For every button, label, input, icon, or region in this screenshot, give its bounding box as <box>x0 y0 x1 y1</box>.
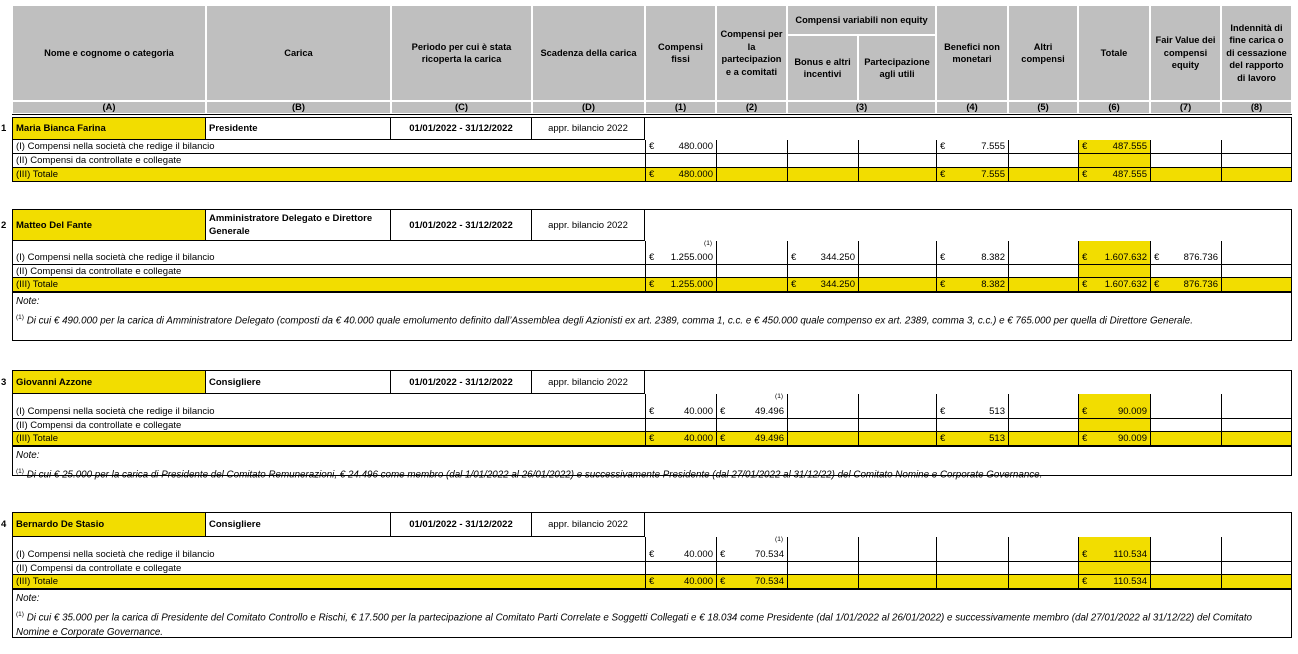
cell-partecipazione <box>858 265 936 278</box>
column-code: (2) <box>716 101 787 114</box>
cell-indennita <box>1221 278 1292 292</box>
currency-symbol: € <box>791 279 797 290</box>
cell-fissi <box>645 265 716 278</box>
cell-fair <box>1150 537 1221 562</box>
currency-symbol: € <box>940 141 946 152</box>
cell-fair <box>1150 432 1221 446</box>
currency-symbol: € <box>720 576 726 587</box>
cell-indennita <box>1221 562 1292 575</box>
note-text <box>16 607 1288 640</box>
cell-bonus <box>787 394 858 419</box>
amount-value: 40.000 <box>683 406 713 417</box>
name-row-blank <box>645 117 1292 140</box>
currency-symbol: € <box>720 406 726 417</box>
currency-symbol: € <box>649 549 655 560</box>
currency-symbol: € <box>649 169 655 180</box>
person-period: 01/01/2022 - 31/12/2022 <box>391 512 532 537</box>
cell-fissi <box>645 419 716 432</box>
person-period: 01/01/2022 - 31/12/2022 <box>391 370 532 394</box>
cell-fair <box>1150 265 1221 278</box>
amount-value: 513 <box>989 433 1005 444</box>
header-col-7: Fair Value dei compensi equity <box>1150 5 1221 101</box>
cell-altri <box>1008 168 1078 182</box>
cell-partecipazione <box>858 168 936 182</box>
cell-bonus <box>787 168 858 182</box>
cell-fair <box>1150 419 1221 432</box>
cell-totale <box>1078 537 1150 562</box>
column-code: (6) <box>1078 101 1150 114</box>
amount-value: 487.555 <box>1112 141 1147 152</box>
cell-partecipazione <box>858 140 936 154</box>
cell-comitati <box>716 562 787 575</box>
cell-fissi <box>645 278 716 292</box>
cell-comitati <box>716 575 787 589</box>
cell-totale <box>1078 168 1150 182</box>
cell-indennita <box>1221 154 1292 168</box>
amount-value: 110.534 <box>1113 549 1147 560</box>
amount-value: 49.496 <box>754 406 784 417</box>
amount-value: 90.009 <box>1117 433 1147 444</box>
amount-value: 40.000 <box>683 576 713 587</box>
amount-value: 90.009 <box>1117 406 1147 417</box>
person-role: Presidente <box>206 117 391 140</box>
cell-bonus <box>787 154 858 168</box>
currency-symbol: € <box>1154 252 1160 263</box>
cell-benefici <box>936 265 1008 278</box>
cell-benefici <box>936 140 1008 154</box>
name-row-blank <box>645 370 1292 394</box>
cell-fair <box>1150 241 1221 265</box>
amount-value: 1.607.632 <box>1104 252 1147 263</box>
cell-benefici <box>936 394 1008 419</box>
amount-value: 513 <box>989 406 1005 417</box>
amount-value: 480.000 <box>678 141 713 152</box>
cell-partecipazione <box>858 562 936 575</box>
cell-fair <box>1150 140 1221 154</box>
currency-symbol: € <box>1082 549 1088 560</box>
cell-benefici <box>936 562 1008 575</box>
cell-bonus <box>787 265 858 278</box>
cell-comitati <box>716 537 787 562</box>
person-index: 2 <box>1 219 7 231</box>
amount-value: 344.250 <box>820 252 855 263</box>
row-label-r3: (III) Totale <box>12 575 645 589</box>
cell-fair <box>1150 562 1221 575</box>
cell-fissi <box>645 241 716 265</box>
footnote-marker: (1) <box>16 611 24 618</box>
cell-altri <box>1008 241 1078 265</box>
row-label-r2: (II) Compensi da controllate e collegate <box>12 265 645 278</box>
person-expiry: appr. bilancio 2022 <box>532 370 645 394</box>
currency-symbol: € <box>940 433 946 444</box>
cell-partecipazione <box>858 241 936 265</box>
row-label-r3: (III) Totale <box>12 278 645 292</box>
column-code: (C) <box>391 101 532 114</box>
column-code: (7) <box>1150 101 1221 114</box>
cell-partecipazione <box>858 394 936 419</box>
person-expiry: appr. bilancio 2022 <box>532 117 645 140</box>
person-period: 01/01/2022 - 31/12/2022 <box>391 209 532 241</box>
currency-symbol: € <box>720 433 726 444</box>
footnote-marker: (1) <box>775 393 783 400</box>
cell-indennita <box>1221 419 1292 432</box>
person-name: Matteo Del Fante <box>12 209 206 241</box>
amount-value: 49.496 <box>754 433 784 444</box>
cell-partecipazione <box>858 432 936 446</box>
cell-totale <box>1078 265 1150 278</box>
row-label-r2: (II) Compensi da controllate e collegate <box>12 562 645 575</box>
currency-symbol: € <box>1154 279 1160 290</box>
cell-bonus <box>787 575 858 589</box>
cell-benefici <box>936 419 1008 432</box>
person-role: Amministratore Delegato e Direttore Generale <box>206 209 391 241</box>
cell-indennita <box>1221 432 1292 446</box>
cell-altri <box>1008 537 1078 562</box>
currency-symbol: € <box>649 279 655 290</box>
cell-indennita <box>1221 140 1292 154</box>
column-code: (4) <box>936 101 1008 114</box>
header-col-6: Totale <box>1078 5 1150 101</box>
cell-comitati <box>716 168 787 182</box>
cell-altri <box>1008 140 1078 154</box>
row-label-r3: (III) Totale <box>12 168 645 182</box>
cell-partecipazione <box>858 278 936 292</box>
currency-symbol: € <box>1082 141 1088 152</box>
amount-value: 344.250 <box>820 279 855 290</box>
cell-altri <box>1008 419 1078 432</box>
currency-symbol: € <box>720 549 726 560</box>
cell-comitati <box>716 154 787 168</box>
cell-fissi <box>645 168 716 182</box>
note-body: Di cui € 35.000 per la carica di Presidente del Comitato Controllo e Rischi, € 17.500 per la partecipazione al Comitato Parti Correlate e Soggetti Collegati e € 18.034 come Presidente (dal 1/01/2022 al 26/01/2022) e successivamente membro (dal 27/01/2022 al 31/12/22) del Comitato Nomine e Corporate Governance. <box>16 612 1253 639</box>
column-code: (B) <box>206 101 391 114</box>
header-col-d: Scadenza della carica <box>532 5 645 101</box>
row-label-r2: (II) Compensi da controllate e collegate <box>12 419 645 432</box>
amount-value: 1.255.000 <box>670 279 713 290</box>
cell-fair <box>1150 154 1221 168</box>
person-role: Consigliere <box>206 370 391 394</box>
amount-value: 70.534 <box>754 549 784 560</box>
cell-bonus <box>787 140 858 154</box>
cell-totale <box>1078 575 1150 589</box>
cell-bonus <box>787 432 858 446</box>
column-code: (3) <box>787 101 936 114</box>
cell-fissi <box>645 562 716 575</box>
header-col-1: Compensi fissi <box>645 5 716 101</box>
note-text <box>16 464 1288 482</box>
currency-symbol: € <box>1082 576 1088 587</box>
cell-comitati <box>716 265 787 278</box>
cell-partecipazione <box>858 537 936 562</box>
footnote-marker: (1) <box>704 240 712 247</box>
header-col-8: Indennità di fine carica o di cessazione del rapporto di lavoro <box>1221 5 1292 101</box>
cell-partecipazione <box>858 154 936 168</box>
cell-benefici <box>936 537 1008 562</box>
cell-comitati <box>716 419 787 432</box>
cell-benefici <box>936 154 1008 168</box>
cell-fissi <box>645 154 716 168</box>
cell-indennita <box>1221 241 1292 265</box>
cell-bonus <box>787 419 858 432</box>
amount-value: 480.000 <box>678 169 713 180</box>
cell-benefici <box>936 168 1008 182</box>
amount-value: 1.607.632 <box>1104 279 1147 290</box>
person-index: 1 <box>1 123 7 134</box>
cell-fissi <box>645 537 716 562</box>
row-label-r1: (I) Compensi nella società che redige il bilancio <box>12 537 645 562</box>
cell-totale <box>1078 562 1150 575</box>
cell-indennita <box>1221 537 1292 562</box>
cell-totale <box>1078 419 1150 432</box>
cell-benefici <box>936 432 1008 446</box>
header-col-3: Compensi variabili non equity <box>787 5 936 35</box>
cell-fissi <box>645 432 716 446</box>
cell-fair <box>1150 168 1221 182</box>
cell-comitati <box>716 278 787 292</box>
currency-symbol: € <box>649 406 655 417</box>
row-label-r3: (III) Totale <box>12 432 645 446</box>
cell-altri <box>1008 265 1078 278</box>
person-name: Bernardo De Stasio <box>12 512 206 537</box>
header-col-b: Carica <box>206 5 391 101</box>
header-col-2: Compensi per la partecipazion e a comitati <box>716 5 787 101</box>
currency-symbol: € <box>1082 252 1088 263</box>
cell-benefici <box>936 241 1008 265</box>
cell-bonus <box>787 537 858 562</box>
amount-value: 8.382 <box>981 252 1005 263</box>
person-index: 3 <box>1 376 7 388</box>
currency-symbol: € <box>1082 279 1088 290</box>
currency-symbol: € <box>1082 169 1088 180</box>
cell-altri <box>1008 394 1078 419</box>
cell-comitati <box>716 241 787 265</box>
amount-value: 7.555 <box>981 169 1005 180</box>
name-row-blank <box>645 512 1292 537</box>
person-note <box>12 446 1292 481</box>
row-label-r1: (I) Compensi nella società che redige il bilancio <box>12 140 645 154</box>
person-name: Maria Bianca Farina <box>12 117 206 140</box>
person-expiry: appr. bilancio 2022 <box>532 209 645 241</box>
cell-bonus <box>787 241 858 265</box>
cell-indennita <box>1221 168 1292 182</box>
header-col-3a: Bonus e altri incentivi <box>787 35 858 101</box>
note-text <box>16 310 1288 328</box>
note-body: Di cui € 490.000 per la carica di Amministratore Delegato (composti da € 40.000 quale emolumento definito dall’Assemblea degli Azionisti ex art. 2389, comma 1, c.c. e € 450.000 quale compenso ex art. 2389, comma 3, c.c.) e € 765.000 per quella di Direttore Generale. <box>26 315 1193 327</box>
cell-bonus <box>787 278 858 292</box>
cell-fair <box>1150 394 1221 419</box>
currency-symbol: € <box>940 279 946 290</box>
amount-value: 876.736 <box>1183 279 1218 290</box>
cell-fair <box>1150 278 1221 292</box>
column-code: (A) <box>12 101 206 114</box>
column-code: (1) <box>645 101 716 114</box>
cell-partecipazione <box>858 575 936 589</box>
cell-totale <box>1078 432 1150 446</box>
cell-totale <box>1078 278 1150 292</box>
note-label: Note: <box>16 593 40 604</box>
note-label: Note: <box>16 296 40 307</box>
cell-fissi <box>645 575 716 589</box>
person-period: 01/01/2022 - 31/12/2022 <box>391 117 532 140</box>
amount-value: 8.382 <box>981 279 1005 290</box>
person-role: Consigliere <box>206 512 391 537</box>
cell-partecipazione <box>858 419 936 432</box>
footnote-marker: (1) <box>16 314 24 321</box>
header-col-5: Altri compensi <box>1008 5 1078 101</box>
person-note <box>12 292 1292 341</box>
person-note <box>12 589 1292 638</box>
header-divider <box>12 114 1292 115</box>
cell-comitati <box>716 140 787 154</box>
currency-symbol: € <box>940 406 946 417</box>
currency-symbol: € <box>649 141 655 152</box>
cell-totale <box>1078 154 1150 168</box>
amount-value: 110.534 <box>1113 576 1147 587</box>
currency-symbol: € <box>940 252 946 263</box>
column-code: (8) <box>1221 101 1292 114</box>
currency-symbol: € <box>649 252 655 263</box>
note-label: Note: <box>16 450 40 461</box>
column-code: (5) <box>1008 101 1078 114</box>
amount-value: 7.555 <box>981 141 1005 152</box>
cell-indennita <box>1221 575 1292 589</box>
cell-altri <box>1008 154 1078 168</box>
person-expiry: appr. bilancio 2022 <box>532 512 645 537</box>
cell-totale <box>1078 241 1150 265</box>
header-col-a: Nome e cognome o categoria <box>12 5 206 101</box>
amount-value: 487.555 <box>1112 169 1147 180</box>
person-index: 4 <box>1 519 7 530</box>
cell-comitati <box>716 394 787 419</box>
amount-value: 1.255.000 <box>670 252 713 263</box>
header-col-3b: Partecipazione agli utili <box>858 35 936 101</box>
cell-totale <box>1078 140 1150 154</box>
cell-fissi <box>645 140 716 154</box>
note-body: Di cui € 25.000 per la carica di Presidente del Comitato Remunerazioni, € 24.496 come membro (dal 1/01/2022 al 26/01/2022) e successivamente Presidente (dal 27/01/2022 al 31/12/22) del Comitato Nomine e Corporate Governance. <box>26 469 1043 481</box>
footnote-marker: (1) <box>16 468 24 475</box>
amount-value: 70.534 <box>754 576 784 587</box>
person-name: Giovanni Azzone <box>12 370 206 394</box>
cell-indennita <box>1221 265 1292 278</box>
currency-symbol: € <box>649 433 655 444</box>
amount-value: 40.000 <box>683 433 713 444</box>
name-row-blank <box>645 209 1292 241</box>
row-label-r2: (II) Compensi da controllate e collegate <box>12 154 645 168</box>
amount-value: 876.736 <box>1183 252 1218 263</box>
amount-value: 40.000 <box>683 549 713 560</box>
currency-symbol: € <box>649 576 655 587</box>
cell-fissi <box>645 394 716 419</box>
cell-comitati <box>716 432 787 446</box>
header-col-4: Benefici non monetari <box>936 5 1008 101</box>
currency-symbol: € <box>1082 433 1088 444</box>
cell-altri <box>1008 575 1078 589</box>
cell-totale <box>1078 394 1150 419</box>
footnote-marker: (1) <box>775 536 783 543</box>
currency-symbol: € <box>1082 406 1088 417</box>
currency-symbol: € <box>940 169 946 180</box>
row-label-r1: (I) Compensi nella società che redige il bilancio <box>12 241 645 265</box>
row-label-r1: (I) Compensi nella società che redige il bilancio <box>12 394 645 419</box>
currency-symbol: € <box>791 252 797 263</box>
header-col-c: Periodo per cui è stata ricoperta la carica <box>391 5 532 101</box>
cell-altri <box>1008 278 1078 292</box>
column-code: (D) <box>532 101 645 114</box>
cell-bonus <box>787 562 858 575</box>
cell-fair <box>1150 575 1221 589</box>
cell-benefici <box>936 278 1008 292</box>
cell-indennita <box>1221 394 1292 419</box>
cell-altri <box>1008 432 1078 446</box>
cell-benefici <box>936 575 1008 589</box>
cell-altri <box>1008 562 1078 575</box>
